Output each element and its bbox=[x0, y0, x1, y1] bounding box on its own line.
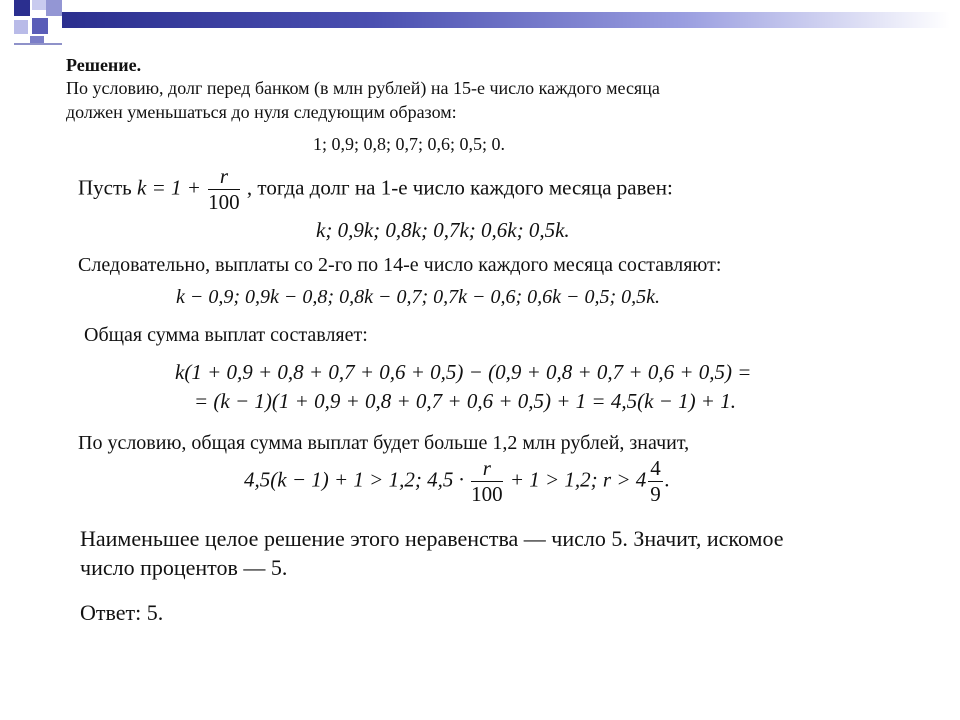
let-formula: k = 1 + bbox=[137, 175, 201, 200]
decor-square bbox=[32, 18, 48, 34]
mixed-number-fraction bbox=[648, 458, 663, 505]
slide-header-decoration bbox=[0, 0, 960, 50]
answer: Ответ: 5. bbox=[80, 600, 164, 625]
total-formula-line-2: = (k − 1)(1 + 0,9 + 0,8 + 0,7 + 0,6 + 0,5) + 1 = 4,5(k − 1) + 1. bbox=[194, 389, 736, 413]
let-fraction bbox=[208, 166, 240, 213]
let-suffix: , тогда долг на 1-е число каждого месяца равен: bbox=[246, 175, 673, 200]
inequality-end: . bbox=[664, 467, 671, 492]
intro-line-1: По условию, долг перед банком (в млн рублей) на 15-е число каждого месяца bbox=[66, 78, 660, 98]
conclusion-line-2: число процентов — 5. bbox=[80, 555, 288, 580]
header-divider bbox=[14, 43, 62, 45]
fraction-numerator: r bbox=[208, 166, 240, 190]
header-gradient-bar bbox=[62, 12, 950, 28]
fraction-numerator: 4 bbox=[650, 456, 661, 480]
fraction-denominator: 100 bbox=[471, 482, 503, 506]
solution-header: Решение. bbox=[66, 55, 142, 75]
condition-intro: По условию, общая сумма выплат будет больше 1,2 млн рублей, значит, bbox=[78, 432, 690, 454]
fraction-denominator: 9 bbox=[650, 482, 661, 506]
payments-sequence: k − 0,9; 0,9k − 0,8; 0,8k − 0,7; 0,7k − 0,6; 0,6k − 0,5; 0,5k. bbox=[176, 286, 661, 308]
decor-square bbox=[14, 0, 30, 16]
k-sequence: k; 0,9k; 0,8k; 0,7k; 0,6k; 0,5k. bbox=[316, 218, 570, 242]
debt-sequence: 1; 0,9; 0,8; 0,7; 0,6; 0,5; 0. bbox=[313, 134, 506, 154]
decor-square bbox=[32, 0, 46, 10]
intro-line-2: должен уменьшаться до нуля следующим образом: bbox=[66, 102, 457, 122]
fraction-numerator: r bbox=[471, 458, 503, 482]
payments-intro: Следовательно, выплаты со 2-го по 14-е число каждого месяца составляют: bbox=[78, 254, 722, 276]
total-intro: Общая сумма выплат составляет: bbox=[84, 324, 368, 346]
inequality-part-2: + 1 > 1,2; r > 4 bbox=[509, 467, 647, 492]
total-formula-line-1: k(1 + 0,9 + 0,8 + 0,7 + 0,6 + 0,5) − (0,9 + 0,8 + 0,7 + 0,6 + 0,5) = bbox=[175, 360, 752, 384]
let-prefix: Пусть bbox=[78, 175, 132, 200]
conclusion-line-1: Наименьшее целое решение этого неравенства — число 5. Значит, искомое bbox=[80, 526, 784, 551]
inequality-fraction bbox=[471, 458, 503, 505]
decor-square bbox=[46, 0, 62, 16]
decor-square bbox=[14, 20, 28, 34]
inequality bbox=[244, 458, 670, 505]
let-statement bbox=[78, 166, 673, 213]
inequality-part-1: 4,5(k − 1) + 1 > 1,2; 4,5 · bbox=[244, 467, 464, 492]
fraction-denominator: 100 bbox=[208, 190, 240, 214]
